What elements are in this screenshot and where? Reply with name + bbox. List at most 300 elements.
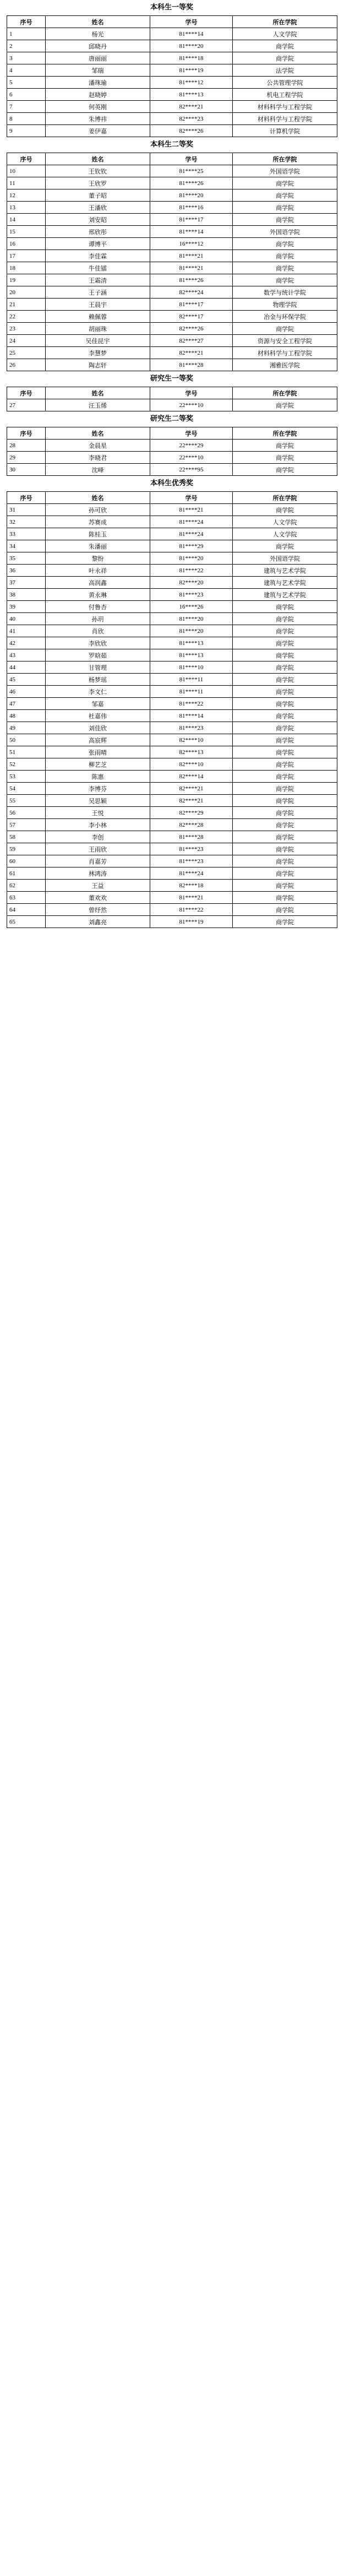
student-name: 王欣罗: [46, 177, 150, 189]
table-row: [7, 323, 337, 335]
table-row: [7, 77, 337, 89]
table-row: [7, 40, 337, 52]
header-id: 学号: [150, 427, 233, 440]
college-name: 商学院: [233, 637, 337, 649]
row-number: 21: [7, 299, 46, 311]
student-id: 81****24: [150, 516, 233, 528]
table-row: [7, 601, 337, 613]
table-row: [7, 165, 337, 177]
college-name: 商学院: [233, 649, 337, 661]
table-row: [7, 771, 337, 783]
student-id: 81****10: [150, 661, 233, 674]
student-id: 82****26: [150, 323, 233, 335]
college-name: 商学院: [233, 202, 337, 214]
college-name: 机电工程学院: [233, 89, 337, 101]
table-row: [7, 189, 337, 202]
table-row: [7, 226, 337, 238]
table-row: [7, 359, 337, 371]
college-name: 商学院: [233, 892, 337, 904]
student-id: 82****18: [150, 880, 233, 892]
row-number: 20: [7, 286, 46, 299]
student-name: 王益: [46, 880, 150, 892]
table-row: [7, 89, 337, 101]
student-id: 81****26: [150, 274, 233, 286]
table-row: [7, 214, 337, 226]
college-name: 人文学院: [233, 516, 337, 528]
college-name: 冶金与环保学院: [233, 311, 337, 323]
row-number: 27: [7, 399, 46, 411]
student-id: 82****24: [150, 286, 233, 299]
section-title: 研究生二等奖: [150, 415, 193, 423]
student-id: 81****19: [150, 916, 233, 928]
row-number: 52: [7, 758, 46, 771]
student-id: 81****23: [150, 855, 233, 867]
college-name: 商学院: [233, 698, 337, 710]
student-id: 82****21: [150, 347, 233, 359]
college-name: 商学院: [233, 177, 337, 189]
row-number: 40: [7, 613, 46, 625]
college-name: 商学院: [233, 189, 337, 202]
table-row: [7, 399, 337, 411]
college-name: 外国语学院: [233, 552, 337, 565]
header-no: 序号: [7, 427, 46, 440]
section-title: 本科生二等奖: [150, 140, 193, 149]
student-name: 董子昭: [46, 189, 150, 202]
table-row: [7, 64, 337, 77]
row-number: 54: [7, 783, 46, 795]
student-id: 81****23: [150, 722, 233, 734]
student-id: 81****12: [150, 77, 233, 89]
table-header-row: [7, 427, 337, 440]
row-number: 8: [7, 113, 46, 125]
table-row: [7, 867, 337, 880]
student-name: 黄永琳: [46, 589, 150, 601]
student-id: 81****21: [150, 250, 233, 262]
header-no: 序号: [7, 492, 46, 504]
student-name: 孙玥: [46, 613, 150, 625]
table-row: [7, 540, 337, 552]
table-header-row: [7, 16, 337, 28]
student-id: 81****14: [150, 226, 233, 238]
table-row: [7, 783, 337, 795]
row-number: 63: [7, 892, 46, 904]
student-id: 22****10: [150, 399, 233, 411]
student-name: 王霜清: [46, 274, 150, 286]
student-id: 81****28: [150, 359, 233, 371]
award-section: [7, 0, 337, 137]
student-name: 吴思颖: [46, 795, 150, 807]
row-number: 15: [7, 226, 46, 238]
table-header-row: [7, 492, 337, 504]
student-name: 甘管理: [46, 661, 150, 674]
college-name: 商学院: [233, 819, 337, 831]
row-number: 43: [7, 649, 46, 661]
row-number: 16: [7, 238, 46, 250]
college-name: 商学院: [233, 274, 337, 286]
student-name: 李博芬: [46, 783, 150, 795]
row-number: 29: [7, 452, 46, 464]
student-name: 肖嘉芳: [46, 855, 150, 867]
table-row: [7, 734, 337, 746]
row-number: 28: [7, 440, 46, 452]
row-number: 59: [7, 843, 46, 855]
row-number: 25: [7, 347, 46, 359]
table-header-row: [7, 387, 337, 399]
college-name: 建筑与艺术学院: [233, 565, 337, 577]
table-row: [7, 686, 337, 698]
student-name: 曾纾然: [46, 904, 150, 916]
award-table: [7, 153, 337, 371]
student-id: 82****21: [150, 101, 233, 113]
table-row: [7, 202, 337, 214]
table-row: [7, 855, 337, 867]
student-name: 朱博祎: [46, 113, 150, 125]
table-row: [7, 698, 337, 710]
header-dept: 所在学院: [233, 427, 337, 440]
college-name: 人文学院: [233, 28, 337, 40]
student-name: 柳艺芝: [46, 758, 150, 771]
header-name: 姓名: [46, 387, 150, 399]
row-number: 44: [7, 661, 46, 674]
row-number: 3: [7, 52, 46, 64]
table-row: [7, 440, 337, 452]
row-number: 10: [7, 165, 46, 177]
table-row: [7, 795, 337, 807]
student-name: 王晨宇: [46, 299, 150, 311]
college-name: 商学院: [233, 807, 337, 819]
college-name: 商学院: [233, 452, 337, 464]
row-number: 2: [7, 40, 46, 52]
award-table: [7, 15, 337, 137]
student-name: 董欢欢: [46, 892, 150, 904]
table-row: [7, 262, 337, 274]
student-id: 22****29: [150, 440, 233, 452]
award-table: [7, 427, 337, 476]
student-name: 杜嘉伟: [46, 710, 150, 722]
student-id: 82****23: [150, 113, 233, 125]
college-name: 商学院: [233, 323, 337, 335]
section-title: 本科生一等奖: [150, 3, 193, 12]
row-number: 4: [7, 64, 46, 77]
table-row: [7, 904, 337, 916]
student-name: 付鲁杏: [46, 601, 150, 613]
student-id: 81****17: [150, 214, 233, 226]
college-name: 商学院: [233, 686, 337, 698]
student-id: 81****22: [150, 565, 233, 577]
student-name: 杨梦瑶: [46, 674, 150, 686]
student-id: 81****22: [150, 698, 233, 710]
student-name: 叶永祥: [46, 565, 150, 577]
college-name: 资源与安全工程学院: [233, 335, 337, 347]
row-number: 23: [7, 323, 46, 335]
row-number: 19: [7, 274, 46, 286]
student-name: 牛佳镭: [46, 262, 150, 274]
college-name: 商学院: [233, 661, 337, 674]
row-number: 12: [7, 189, 46, 202]
student-name: 金晨星: [46, 440, 150, 452]
award-section: [7, 137, 337, 371]
student-id: 81****23: [150, 589, 233, 601]
student-name: 黎纷: [46, 552, 150, 565]
student-id: 81****28: [150, 831, 233, 843]
table-row: [7, 299, 337, 311]
row-number: 39: [7, 601, 46, 613]
college-name: 商学院: [233, 783, 337, 795]
college-name: 湘雅医学院: [233, 359, 337, 371]
section-title: 研究生一等奖: [150, 375, 193, 383]
student-id: 81****21: [150, 892, 233, 904]
table-row: [7, 52, 337, 64]
student-name: 苏赛成: [46, 516, 150, 528]
row-number: 17: [7, 250, 46, 262]
row-number: 49: [7, 722, 46, 734]
student-name: 陶志轩: [46, 359, 150, 371]
student-id: 82****17: [150, 311, 233, 323]
header-name: 姓名: [46, 153, 150, 165]
student-id: 16****12: [150, 238, 233, 250]
table-row: [7, 916, 337, 928]
student-id: 81****16: [150, 202, 233, 214]
college-name: 建筑与艺术学院: [233, 589, 337, 601]
student-name: 赵晓婷: [46, 89, 150, 101]
college-name: 商学院: [233, 904, 337, 916]
student-name: 沈峰: [46, 464, 150, 476]
table-row: [7, 335, 337, 347]
student-name: 朱潘丽: [46, 540, 150, 552]
student-name: 李佳霖: [46, 250, 150, 262]
header-id: 学号: [150, 16, 233, 28]
row-number: 34: [7, 540, 46, 552]
table-row: [7, 807, 337, 819]
table-row: [7, 250, 337, 262]
header-no: 序号: [7, 153, 46, 165]
table-row: [7, 880, 337, 892]
college-name: 材料科学与工程学院: [233, 101, 337, 113]
row-number: 30: [7, 464, 46, 476]
row-number: 26: [7, 359, 46, 371]
table-row: [7, 722, 337, 734]
header-dept: 所在学院: [233, 16, 337, 28]
student-name: 胡丽珠: [46, 323, 150, 335]
table-row: [7, 577, 337, 589]
award-section: [7, 371, 337, 411]
row-number: 32: [7, 516, 46, 528]
student-id: 81****13: [150, 649, 233, 661]
student-id: 81****20: [150, 40, 233, 52]
student-id: 81****29: [150, 540, 233, 552]
student-id: 81****23: [150, 843, 233, 855]
row-number: 24: [7, 335, 46, 347]
college-name: 商学院: [233, 238, 337, 250]
table-row: [7, 758, 337, 771]
table-row: [7, 28, 337, 40]
student-name: 王潘欣: [46, 202, 150, 214]
student-name: 肖欣: [46, 625, 150, 637]
row-number: 1: [7, 28, 46, 40]
student-name: 罗晗茹: [46, 649, 150, 661]
college-name: 商学院: [233, 795, 337, 807]
student-name: 王子涵: [46, 286, 150, 299]
college-name: 商学院: [233, 540, 337, 552]
student-name: 李慧梦: [46, 347, 150, 359]
row-number: 22: [7, 311, 46, 323]
table-row: [7, 238, 337, 250]
student-name: 李小林: [46, 819, 150, 831]
student-name: 唐丽丽: [46, 52, 150, 64]
student-name: 高润鑫: [46, 577, 150, 589]
row-number: 50: [7, 734, 46, 746]
college-name: 材料科学与工程学院: [233, 347, 337, 359]
table-row: [7, 504, 337, 516]
section-title: 本科生优秀奖: [150, 479, 193, 487]
student-name: 孙可欣: [46, 504, 150, 516]
table-row: [7, 113, 337, 125]
student-id: 82****10: [150, 734, 233, 746]
student-name: 赖佩蓉: [46, 311, 150, 323]
student-name: 李文仁: [46, 686, 150, 698]
header-dept: 所在学院: [233, 387, 337, 399]
student-id: 81****13: [150, 637, 233, 649]
student-name: 高宸辉: [46, 734, 150, 746]
college-name: 商学院: [233, 867, 337, 880]
student-id: 82****28: [150, 819, 233, 831]
row-number: 64: [7, 904, 46, 916]
student-name: 潘珠瑜: [46, 77, 150, 89]
college-name: 商学院: [233, 746, 337, 758]
row-number: 11: [7, 177, 46, 189]
student-name: 陈桂玉: [46, 528, 150, 540]
student-name: 张雨晴: [46, 746, 150, 758]
student-name: 刘安昭: [46, 214, 150, 226]
table-row: [7, 452, 337, 464]
header-dept: 所在学院: [233, 492, 337, 504]
table-row: [7, 177, 337, 189]
row-number: 48: [7, 710, 46, 722]
student-id: 81****21: [150, 504, 233, 516]
student-id: 82****20: [150, 577, 233, 589]
college-name: 商学院: [233, 504, 337, 516]
college-name: 商学院: [233, 880, 337, 892]
college-name: 商学院: [233, 440, 337, 452]
table-row: [7, 892, 337, 904]
student-name: 姜伊嘉: [46, 125, 150, 137]
row-number: 60: [7, 855, 46, 867]
table-row: [7, 347, 337, 359]
student-id: 81****24: [150, 528, 233, 540]
student-id: 82****21: [150, 795, 233, 807]
college-name: 物理学院: [233, 299, 337, 311]
row-number: 13: [7, 202, 46, 214]
college-name: 商学院: [233, 710, 337, 722]
college-name: 商学院: [233, 771, 337, 783]
table-row: [7, 831, 337, 843]
college-name: 商学院: [233, 916, 337, 928]
student-id: 81****11: [150, 674, 233, 686]
student-name: 吴佳昆宇: [46, 335, 150, 347]
student-name: 林鸿涛: [46, 867, 150, 880]
table-row: [7, 311, 337, 323]
row-number: 5: [7, 77, 46, 89]
student-name: 杨光: [46, 28, 150, 40]
student-id: 81****22: [150, 904, 233, 916]
student-id: 81****11: [150, 686, 233, 698]
header-name: 姓名: [46, 16, 150, 28]
row-number: 53: [7, 771, 46, 783]
table-row: [7, 565, 337, 577]
row-number: 56: [7, 807, 46, 819]
table-row: [7, 674, 337, 686]
student-name: 何英刚: [46, 101, 150, 113]
college-name: 商学院: [233, 855, 337, 867]
row-number: 38: [7, 589, 46, 601]
student-id: 82****26: [150, 125, 233, 137]
student-id: 81****17: [150, 299, 233, 311]
college-name: 商学院: [233, 250, 337, 262]
college-name: 商学院: [233, 399, 337, 411]
table-row: [7, 746, 337, 758]
award-section: [7, 476, 337, 928]
row-number: 33: [7, 528, 46, 540]
student-name: 邹嘉: [46, 698, 150, 710]
college-name: 商学院: [233, 734, 337, 746]
student-id: 81****20: [150, 613, 233, 625]
college-name: 商学院: [233, 625, 337, 637]
row-number: 14: [7, 214, 46, 226]
student-name: 谭博平: [46, 238, 150, 250]
college-name: 计算机学院: [233, 125, 337, 137]
college-name: 商学院: [233, 601, 337, 613]
student-name: 李创: [46, 831, 150, 843]
student-id: 81****13: [150, 89, 233, 101]
student-id: 82****27: [150, 335, 233, 347]
table-row: [7, 710, 337, 722]
table-row: [7, 464, 337, 476]
row-number: 51: [7, 746, 46, 758]
row-number: 47: [7, 698, 46, 710]
student-id: 82****21: [150, 783, 233, 795]
row-number: 46: [7, 686, 46, 698]
header-id: 学号: [150, 153, 233, 165]
student-id: 82****29: [150, 807, 233, 819]
row-number: 55: [7, 795, 46, 807]
table-row: [7, 528, 337, 540]
award-section: [7, 411, 337, 476]
student-id: 82****14: [150, 771, 233, 783]
row-number: 62: [7, 880, 46, 892]
college-name: 商学院: [233, 40, 337, 52]
student-name: 刘鑫亮: [46, 916, 150, 928]
college-name: 商学院: [233, 831, 337, 843]
row-number: 45: [7, 674, 46, 686]
college-name: 人文学院: [233, 528, 337, 540]
student-name: 李欣欣: [46, 637, 150, 649]
row-number: 41: [7, 625, 46, 637]
student-id: 81****19: [150, 64, 233, 77]
college-name: 商学院: [233, 262, 337, 274]
student-name: 王雨欣: [46, 843, 150, 855]
student-id: 81****20: [150, 189, 233, 202]
student-id: 81****20: [150, 552, 233, 565]
student-name: 邱晓丹: [46, 40, 150, 52]
student-name: 陈惠: [46, 771, 150, 783]
student-name: 王悦: [46, 807, 150, 819]
row-number: 35: [7, 552, 46, 565]
table-row: [7, 819, 337, 831]
student-id: 81****24: [150, 867, 233, 880]
row-number: 57: [7, 819, 46, 831]
student-name: 邹瑞: [46, 64, 150, 77]
student-id: 81****20: [150, 625, 233, 637]
